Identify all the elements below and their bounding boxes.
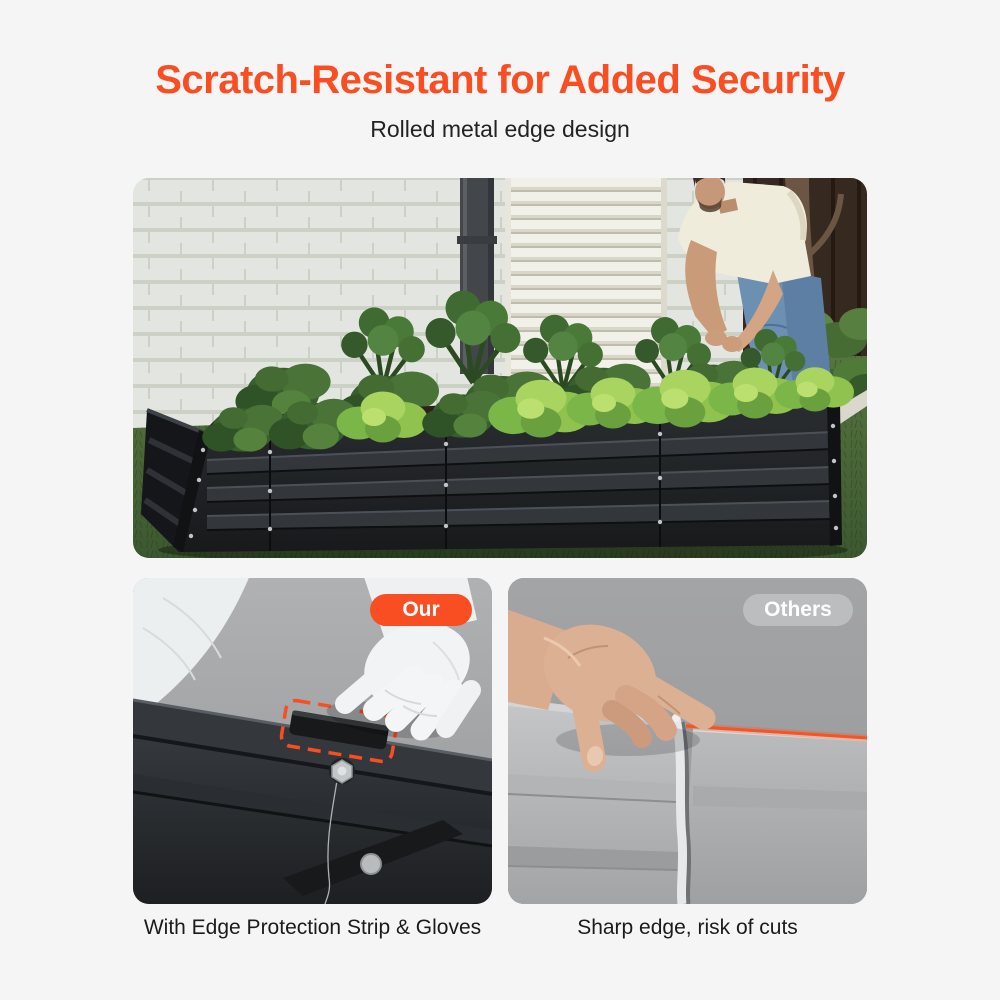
ours-photo (133, 578, 492, 904)
others-badge: Others (743, 594, 853, 626)
ours-badge: Our (370, 594, 472, 626)
page-subtitle: Rolled metal edge design (370, 116, 630, 142)
hero-scene (133, 178, 867, 558)
hero-photo (133, 178, 867, 558)
page-title: Scratch-Resistant for Added Security (155, 58, 845, 102)
brace-bolt (361, 854, 381, 874)
others-scene (508, 578, 867, 904)
ours-caption: With Edge Protection Strip & Gloves (143, 916, 482, 939)
others-caption: Sharp edge, risk of cuts (577, 916, 798, 939)
hex-bolt (329, 758, 355, 784)
ours-scene (133, 578, 492, 904)
others-photo (508, 578, 867, 904)
